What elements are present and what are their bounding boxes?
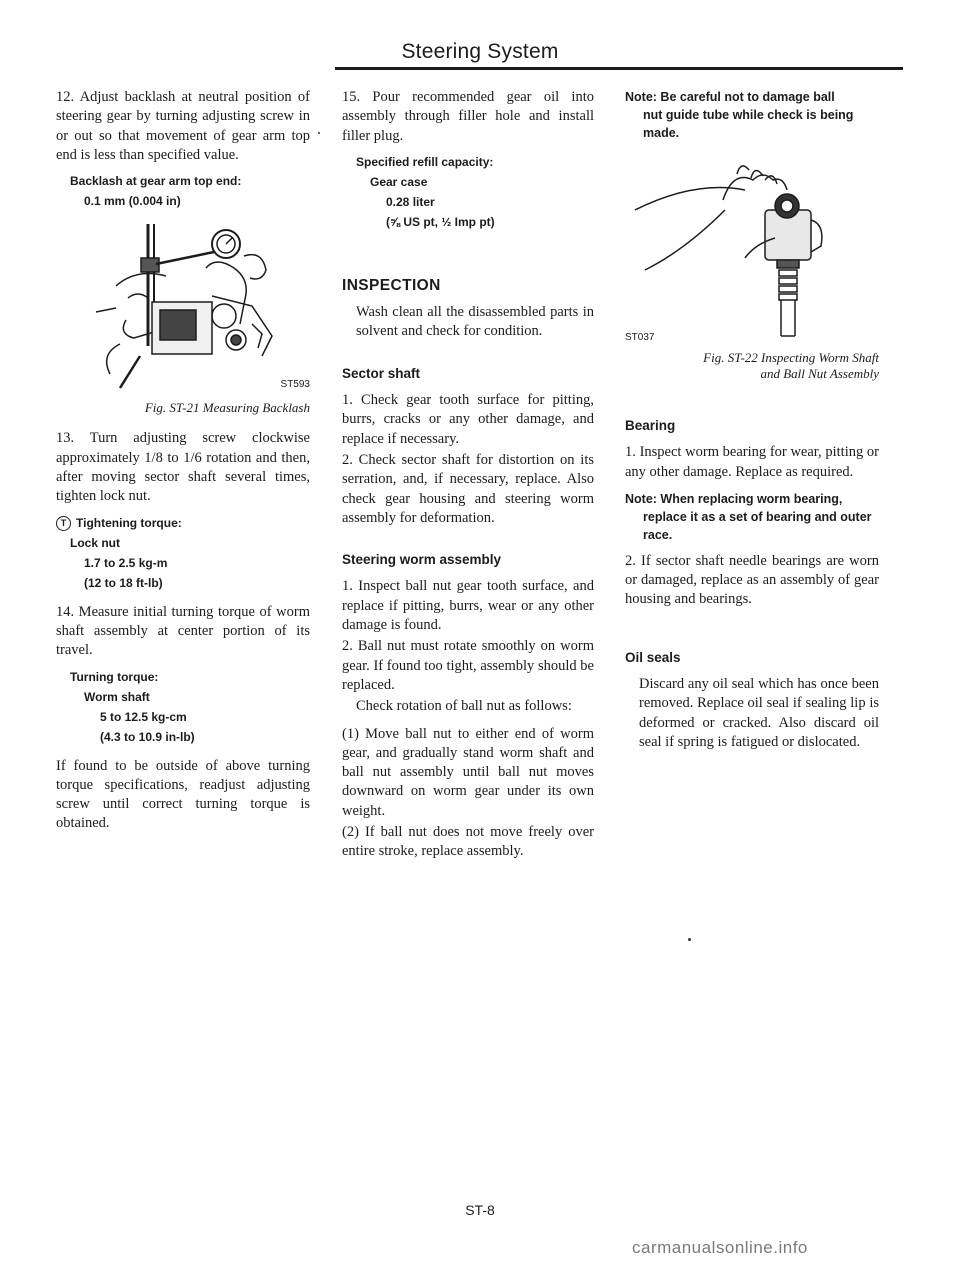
step-15: 15. Pour recommended gear oil into assembly through filler hole and install filler plug. — [342, 89, 594, 144]
note-rest: nut guide tube while check is being made. — [643, 108, 854, 140]
note-ball-nut — [625, 88, 879, 142]
steering-worm-heading: Steering worm assembly — [342, 552, 502, 568]
locknut-label: Lock nut — [70, 535, 120, 550]
page-title: Steering System — [401, 40, 559, 63]
note-lead: Note: Be careful not to damage ball — [625, 90, 835, 104]
worm-step-1: 1. Inspect ball nut gear tooth surface, and replace if pitting, burrs, wear or any other damage is found. — [342, 578, 594, 634]
inspection-text: Wash clean all the disassembled parts in solvent and check for condition. — [356, 304, 594, 340]
locknut-value-metric: 1.7 to 2.5 kg-m — [84, 555, 168, 570]
figure-code: ST593 — [280, 378, 310, 390]
refill-label: Specified refill capacity: — [356, 154, 494, 169]
figure-caption-line-1: Fig. ST-22 Inspecting Worm Shaft — [703, 350, 879, 365]
stray-mark — [688, 938, 691, 941]
wormshaft-label: Worm shaft — [84, 689, 150, 704]
gearcase-value-metric: 0.28 liter — [386, 194, 435, 209]
worm-shaft-inspection-illustration — [625, 150, 879, 340]
backlash-value: 0.1 mm (0.004 in) — [84, 194, 181, 209]
worm-substep-1: (1) Move ball nut to either end of worm gear, and gradually stand worm shaft and ball nut assembly until ball nut moves downward on worm gear under its own weight. — [342, 725, 594, 819]
bearing-step-1: 1. Inspect worm bearing for wear, pitting or any other damage. Replace as required. — [625, 444, 879, 480]
sector-step-1: 1. Check gear tooth surface for pitting, burrs, cracks or any other damage, and replace if necessary. — [342, 392, 594, 447]
header-rule — [335, 67, 903, 70]
step-13: 13. Turn adjusting screw clockwise approximately 1/8 to 1/6 rotation and then, after moving sector shaft several times, tighten lock nut. — [56, 430, 310, 505]
gearcase-value-imperial: (⅝ US pt, ½ Imp pt) — [386, 214, 495, 229]
figure-caption — [625, 350, 879, 382]
bearing-heading: Bearing — [625, 418, 676, 433]
step-12: 12. Adjust backlash at neutral position of steering gear by turning adjusting screw in or out so that movement of gear arm top end is less than specified value. — [56, 89, 310, 163]
readjust-paragraph: If found to be outside of above turning torque specifications, readjust adjusting screw until correct turning torque is obtained. — [56, 757, 310, 832]
bearing-step-2: 2. If sector shaft needle bearings are worn or damaged, replace as an assembly of gear housing and bearings. — [625, 552, 879, 608]
tightening-torque-label — [56, 515, 310, 532]
worm-substep-2: (2) If ball nut does not move freely over entire stroke, replace assembly. — [342, 824, 594, 860]
sector-step-2: 2. Check sector shaft for distortion on its serration, and, if necessary, replace. Also check gear housing and steering worm assembly for deformation. — [342, 451, 594, 526]
figure-st21 — [56, 216, 310, 394]
oil-seals-text: Discard any oil seal which has once been removed. Replace oil seal if sealing lip is deformed or cracked. Also discard oil seal if spring is fatigued or dislocated. — [639, 676, 879, 750]
page-number: ST-8 — [465, 1202, 495, 1218]
note-rest: replace it as a set of bearing and outer race. — [643, 509, 872, 542]
column-3 — [625, 88, 879, 760]
stray-mark — [318, 132, 320, 134]
backlash-label: Backlash at gear arm top end: — [70, 174, 242, 189]
figure-code: ST037 — [625, 332, 655, 343]
figure-st22 — [625, 150, 879, 343]
torque-symbol-icon: T — [56, 516, 71, 531]
worm-step-2: 2. Ball nut must rotate smoothly on worm gear. If found too tight, assembly should be replaced. — [342, 638, 594, 693]
worm-check-intro: Check rotation of ball nut as follows: — [356, 698, 572, 715]
locknut-value-imperial: (12 to 18 ft-lb) — [84, 575, 163, 590]
wormshaft-value-metric: 5 to 12.5 kg-cm — [100, 709, 187, 724]
turning-torque-label: Turning torque: — [70, 669, 159, 684]
column-1 — [56, 88, 310, 842]
figure-caption-line-2: and Ball Nut Assembly — [760, 366, 879, 381]
oil-seals-heading: Oil seals — [625, 649, 681, 665]
note-lead: Note: When replacing worm bearing, — [625, 491, 843, 506]
step-14: 14. Measure initial turning torque of worm shaft assembly at center portion of its travel. — [56, 603, 310, 659]
sector-shaft-heading: Sector shaft — [342, 365, 421, 381]
gearcase-label: Gear case — [370, 174, 428, 189]
wormshaft-value-imperial: (4.3 to 10.9 in-lb) — [100, 729, 195, 744]
column-2 — [342, 88, 594, 870]
inspection-heading: INSPECTION — [342, 276, 441, 294]
tightening-torque-text: Tightening torque: — [76, 515, 182, 530]
watermark: carmanualsonline.info — [632, 1238, 808, 1257]
note-bearing — [625, 490, 879, 544]
backlash-gauge-illustration — [56, 216, 310, 394]
figure-caption: Fig. ST-21 Measuring Backlash — [144, 400, 310, 416]
